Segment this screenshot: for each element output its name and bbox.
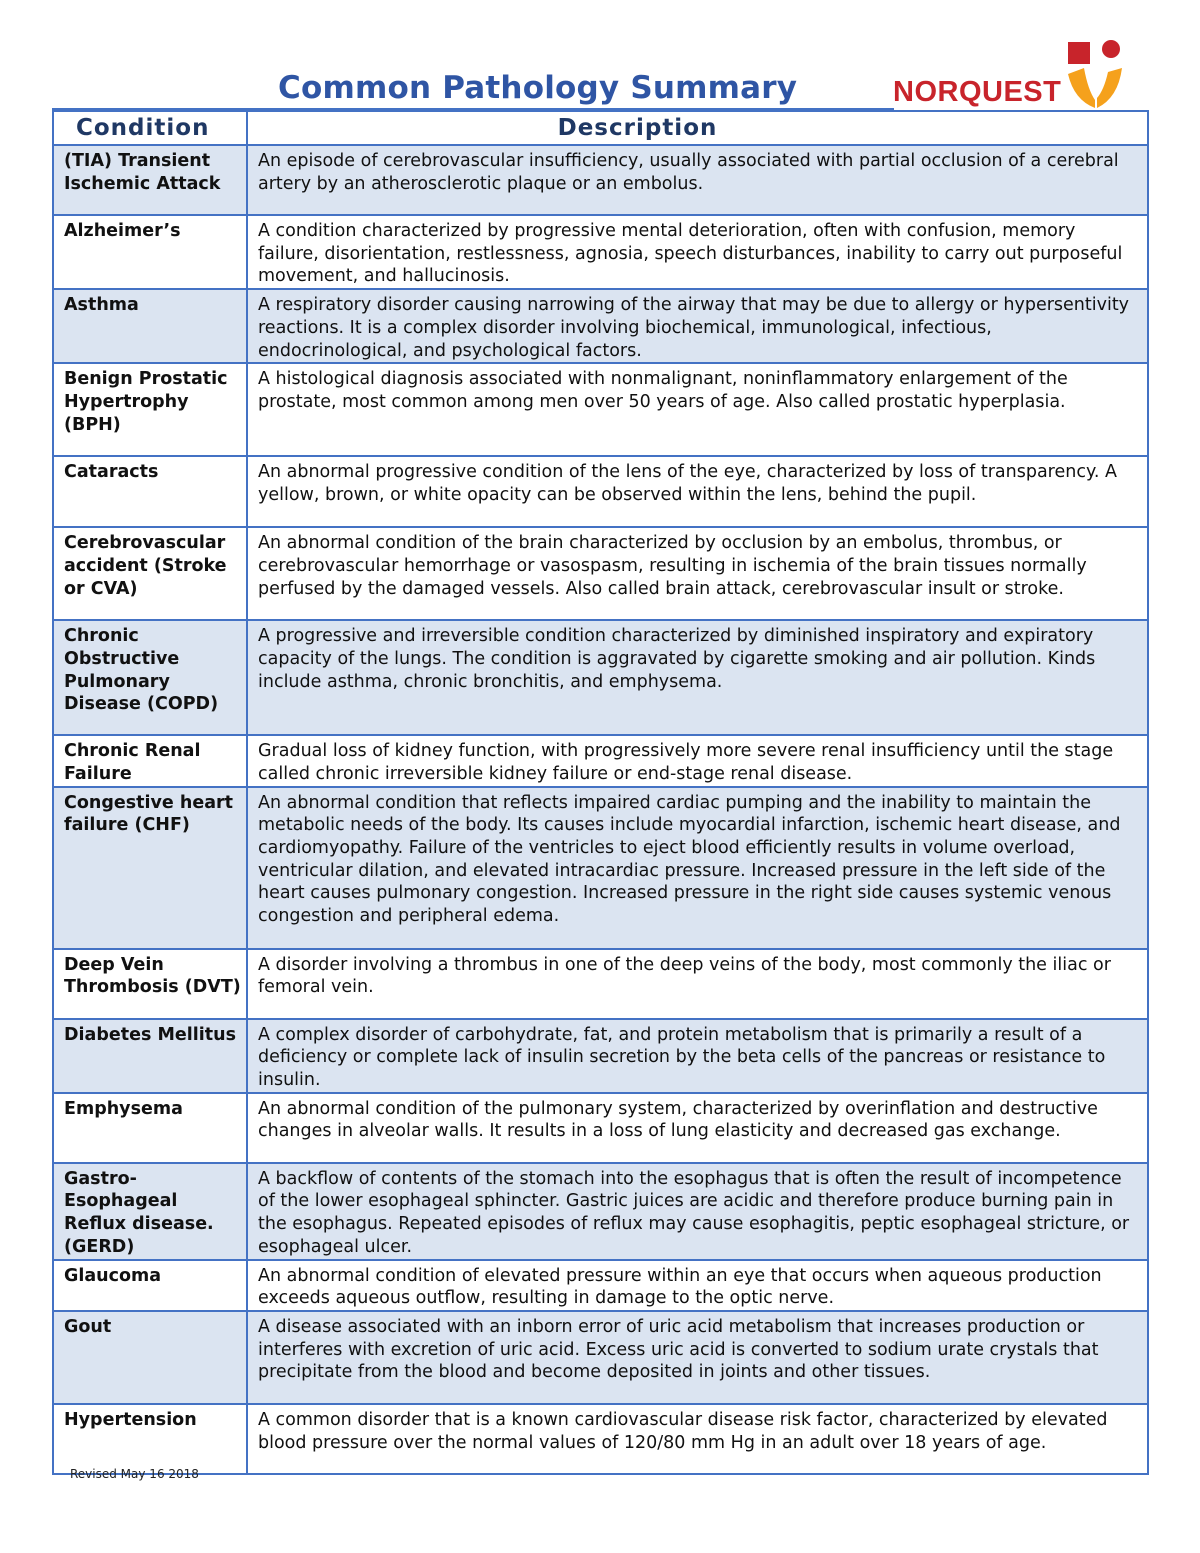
description-cell: An episode of cerebrovascular insufficiency, usually associated with partial occlusion of a cerebral artery by an atherosclerotic plaque or an embolus.: [247, 145, 1148, 215]
description-cell: A histological diagnosis associated with nonmalignant, noninflammatory enlargement of the prostate, most common among men over 50 years of age. Also called prostatic hyperplasia.: [247, 363, 1148, 456]
condition-cell: (TIA) Transient Ischemic Attack: [53, 145, 247, 215]
header-condition: Condition: [53, 111, 247, 145]
condition-cell: Deep Vein Thrombosis (DVT): [53, 949, 247, 1019]
description-cell: A common disorder that is a known cardiovascular disease risk factor, characterized by elevated blood pressure over the normal values of 120/80 mm Hg in an adult over 18 years of age.: [247, 1404, 1148, 1474]
description-cell: A disorder involving a thrombus in one of the deep veins of the body, most commonly the iliac or femoral vein.: [247, 949, 1148, 1019]
table-row: [53, 215, 1148, 289]
description-cell: A complex disorder of carbohydrate, fat, and protein metabolism that is primarily a result of a deficiency or complete lack of insulin secretion by the beta cells of the pancreas or resistance to insulin.: [247, 1019, 1148, 1093]
table-row: [53, 1093, 1148, 1163]
table-row: [53, 735, 1148, 786]
table-row: [53, 363, 1148, 456]
table-row: [53, 1163, 1148, 1260]
condition-cell: Congestive heart failure (CHF): [53, 787, 247, 949]
condition-cell: Benign Prostatic Hypertrophy (BPH): [53, 363, 247, 456]
condition-cell: Cerebrovascular accident (Stroke or CVA): [53, 527, 247, 620]
description-cell: An abnormal condition of the brain characterized by occlusion by an embolus, thrombus, or cerebrovascular hemorrhage or vasospasm, resulting in ischemia of the brain tissues normally perfused by the damaged vessels. Also called brain attack, cerebrovascular insult or stroke.: [247, 527, 1148, 620]
condition-cell: Diabetes Mellitus: [53, 1019, 247, 1093]
description-cell: A disease associated with an inborn error of uric acid metabolism that increases production or interferes with excretion of uric acid. Excess uric acid is converted to sodium urate crystals that precipitate from the blood and become deposited in joints and other tissues.: [247, 1311, 1148, 1404]
condition-cell: Glaucoma: [53, 1260, 247, 1311]
table-row: [53, 1311, 1148, 1404]
condition-cell: Chronic Renal Failure: [53, 735, 247, 786]
condition-cell: Asthma: [53, 289, 247, 363]
table-row: [53, 1404, 1148, 1474]
description-cell: An abnormal condition that reflects impaired cardiac pumping and the inability to maintain the metabolic needs of the body. Its causes include myocardial infarction, ischemic heart disease, and cardiomyopathy. Failure of the ventricles to eject blood efficiently results in volume overload, ventricular dilation, and elevated intracardiac pressure. Increased pressure in the left side of the heart causes pulmonary congestion. Increased pressure in the right side causes systemic venous congestion and peripheral edema.: [247, 787, 1148, 949]
revision-footer: Revised May 16 2018: [70, 1467, 199, 1481]
table-row: [53, 456, 1148, 527]
table-header-row: [53, 111, 1148, 145]
table-row: [53, 1019, 1148, 1093]
table-row: [53, 949, 1148, 1019]
description-cell: A respiratory disorder causing narrowing of the airway that may be due to allergy or hypersentivity reactions. It is a complex disorder involving biochemical, immunological, infectious, endocrinological, and psychological factors.: [247, 289, 1148, 363]
logo-wordmark-primary: NORQUEST: [893, 76, 1062, 108]
condition-cell: Alzheimer’s: [53, 215, 247, 289]
description-cell: Gradual loss of kidney function, with progressively more severe renal insufficiency until the stage called chronic irreversible kidney failure or end-stage renal disease.: [247, 735, 1148, 786]
description-cell: A backflow of contents of the stomach into the esophagus that is often the result of incompetence of the lower esophageal sphincter. Gastric juices are acidic and therefore produce burning pain in the esophagus. Repeated episodes of reflux may cause esophagitis, peptic esophageal stricture, or esophageal ulcer.: [247, 1163, 1148, 1260]
condition-cell: Gout: [53, 1311, 247, 1404]
table-row: [53, 1260, 1148, 1311]
description-cell: An abnormal condition of elevated pressure within an eye that occurs when aqueous production exceeds aqueous outflow, resulting in damage to the optic nerve.: [247, 1260, 1148, 1311]
pathology-table: [52, 110, 1149, 1475]
table-row: [53, 145, 1148, 215]
header-description: Description: [247, 111, 1148, 145]
condition-cell: Hypertension: [53, 1404, 247, 1474]
table-row: [53, 289, 1148, 363]
page-title: Common Pathology Summary: [278, 70, 798, 106]
description-cell: A progressive and irreversible condition characterized by diminished inspiratory and expiratory capacity of the lungs. The condition is aggravated by cigarette smoking and air pollution. Kinds include asthma, chronic bronchitis, and emphysema.: [247, 620, 1148, 735]
description-cell: A condition characterized by progressive mental deterioration, often with confusion, memory failure, disorientation, restlessness, agnosia, speech disturbances, inability to carry out purposeful movement, and hallucinosis.: [247, 215, 1148, 289]
condition-cell: Gastro-Esophageal Reflux disease. (GERD): [53, 1163, 247, 1260]
condition-cell: Cataracts: [53, 456, 247, 527]
table-row: [53, 787, 1148, 949]
table-row: [53, 620, 1148, 735]
logo-mark-icon: [1066, 38, 1124, 108]
table-row: [53, 527, 1148, 620]
description-cell: An abnormal progressive condition of the lens of the eye, characterized by loss of transparency. A yellow, brown, or white opacity can be observed within the lens, behind the pupil.: [247, 456, 1148, 527]
description-cell: An abnormal condition of the pulmonary system, characterized by overinflation and destructive changes in alveolar walls. It results in a loss of lung elasticity and decreased gas exchange.: [247, 1093, 1148, 1163]
condition-cell: Emphysema: [53, 1093, 247, 1163]
condition-cell: Chronic Obstructive Pulmonary Disease (COPD): [53, 620, 247, 735]
